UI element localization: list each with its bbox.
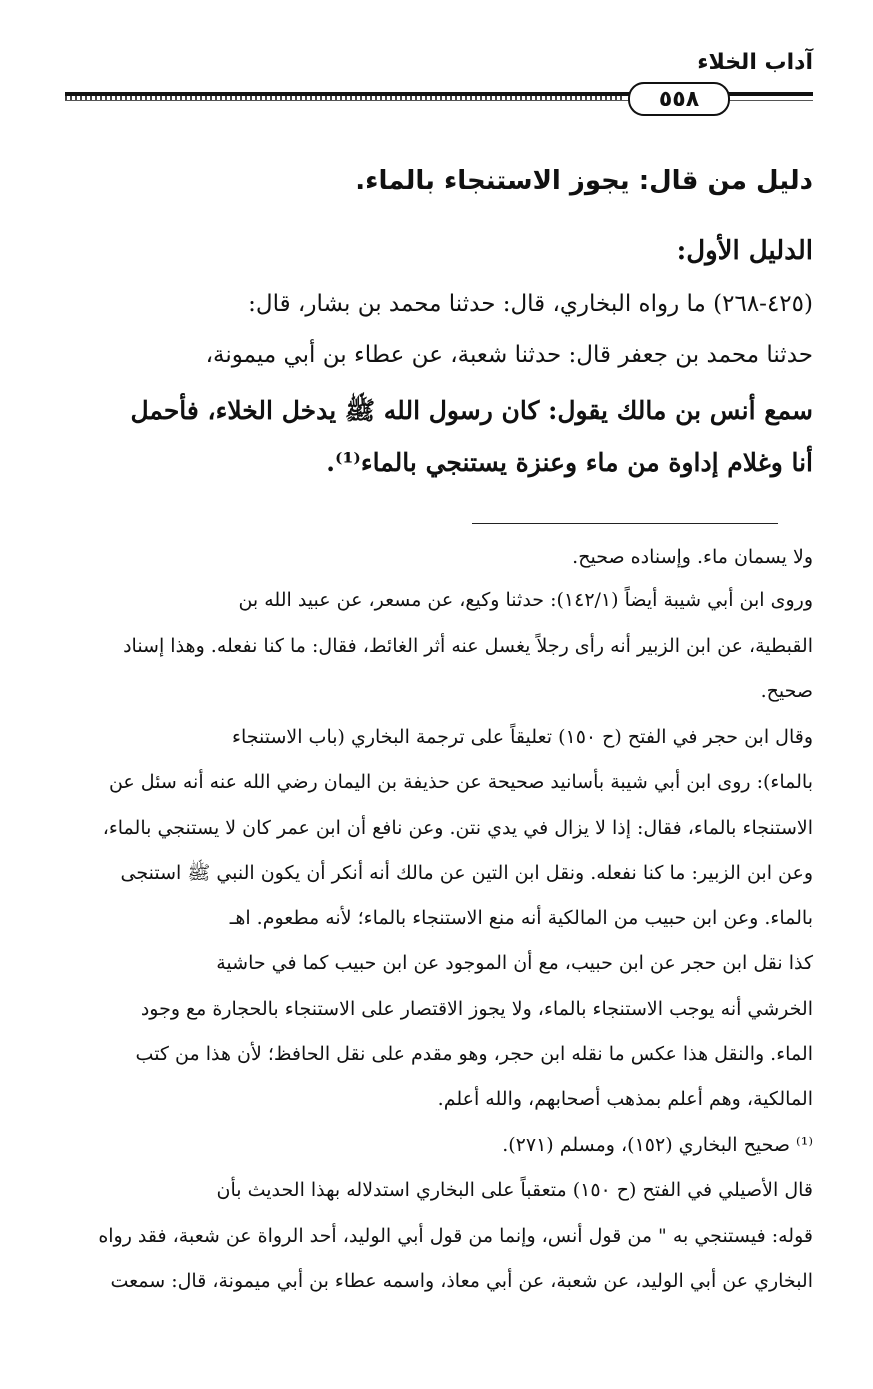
footnote-line: قال الأصيلي في الفتح (ح ١٥٠) متعقباً على البخاري استدلاله بهذا الحديث بأن xyxy=(216,1179,813,1201)
footnote-line: وقال ابن حجر في الفتح (ح ١٥٠) تعليقاً على ترجمة البخاري (باب الاستنجاء xyxy=(232,726,813,748)
page-number: ٥٥٨ xyxy=(658,86,700,112)
footnote-line: القبطية، عن ابن الزبير أنه رأى رجلاً يغسل عنه أثر الغائط، فقال: ما كنا نفعله. وهذا إسناد xyxy=(123,635,813,657)
footnote-line: ولا يسمان ماء. وإسناده صحيح. xyxy=(572,546,813,568)
footnote-line: صحيح. xyxy=(760,680,813,702)
hadith-line: أنا وغلام إداوة من ماء وعنزة يستنجي بالماء⁽¹⁾. xyxy=(326,448,813,477)
running-title: آداب الخلاء xyxy=(697,50,813,75)
hadith-line: سمع أنس بن مالك يقول: كان رسول الله ﷺ يدخل الخلاء، فأحمل xyxy=(130,396,813,425)
footnote-separator xyxy=(472,523,778,524)
footnote-line: الخرشي أنه يوجب الاستنجاء بالماء، ولا يجوز الاقتصار على الاستنجاء بالحجارة مع وجود xyxy=(140,998,813,1020)
footnote-line: المالكية، وهم أعلم بمذهب أصحابهم، والله أعلم. xyxy=(437,1088,813,1110)
section-heading: دليل من قال: يجوز الاستنجاء بالماء. xyxy=(355,166,813,196)
footnote-line: ⁽¹⁾ صحيح البخاري (١٥٢)، ومسلم (٢٧١). xyxy=(502,1134,813,1156)
text-line: (٤٢٥-٢٦٨) ما رواه البخاري، قال: حدثنا محمد بن بشار، قال: xyxy=(248,291,813,317)
footnote-line: الاستنجاء بالماء، فقال: إذا لا يزال في يدي نتن. وعن نافع أن ابن عمر كان لا يستنجي بالماء، xyxy=(102,817,813,839)
footnote-line: البخاري عن أبي الوليد، عن شعبة، عن أبي معاذ، واسمه عطاء بن أبي ميمونة، قال: سمعت xyxy=(110,1270,813,1292)
text-line: حدثنا محمد بن جعفر قال: حدثنا شعبة، عن عطاء بن أبي ميمونة، xyxy=(205,342,813,368)
footnote-line: وروى ابن أبي شيبة أيضاً (١٤٢/١): حدثنا وكيع، عن مسعر، عن عبيد الله بن xyxy=(238,589,813,611)
footnote-line: بالماء): روى ابن أبي شيبة بأسانيد صحيحة عن حذيفة بن اليمان رضي الله عنه أنه سئل عن xyxy=(108,771,813,793)
subheading: الدليل الأول: xyxy=(676,236,813,266)
footnote-line: الماء. والنقل هذا عكس ما نقله ابن حجر، وهو مقدم على نقل الحافظ؛ لأن هذا من كتب xyxy=(135,1043,813,1065)
footnote-line: وعن ابن الزبير: ما كنا نفعله. ونقل ابن التين عن مالك أنه أنكر أن يكون النبي ﷺ استنجى xyxy=(120,862,813,884)
footnote-line: كذا نقل ابن حجر عن ابن حبيب، مع أن الموجود عن ابن حبيب كما في حاشية xyxy=(216,952,813,974)
page-number-badge xyxy=(628,82,730,116)
footnote-line: قوله: فيستنجي به " من قول أنس، وإنما من قول أبي الوليد، أحد الرواة عن شعبة، فقد رواه xyxy=(98,1225,813,1247)
footnote-line: بالماء. وعن ابن حبيب من المالكية أنه منع الاستنجاء بالماء؛ لأنه مطعوم. اهـ xyxy=(229,907,813,929)
